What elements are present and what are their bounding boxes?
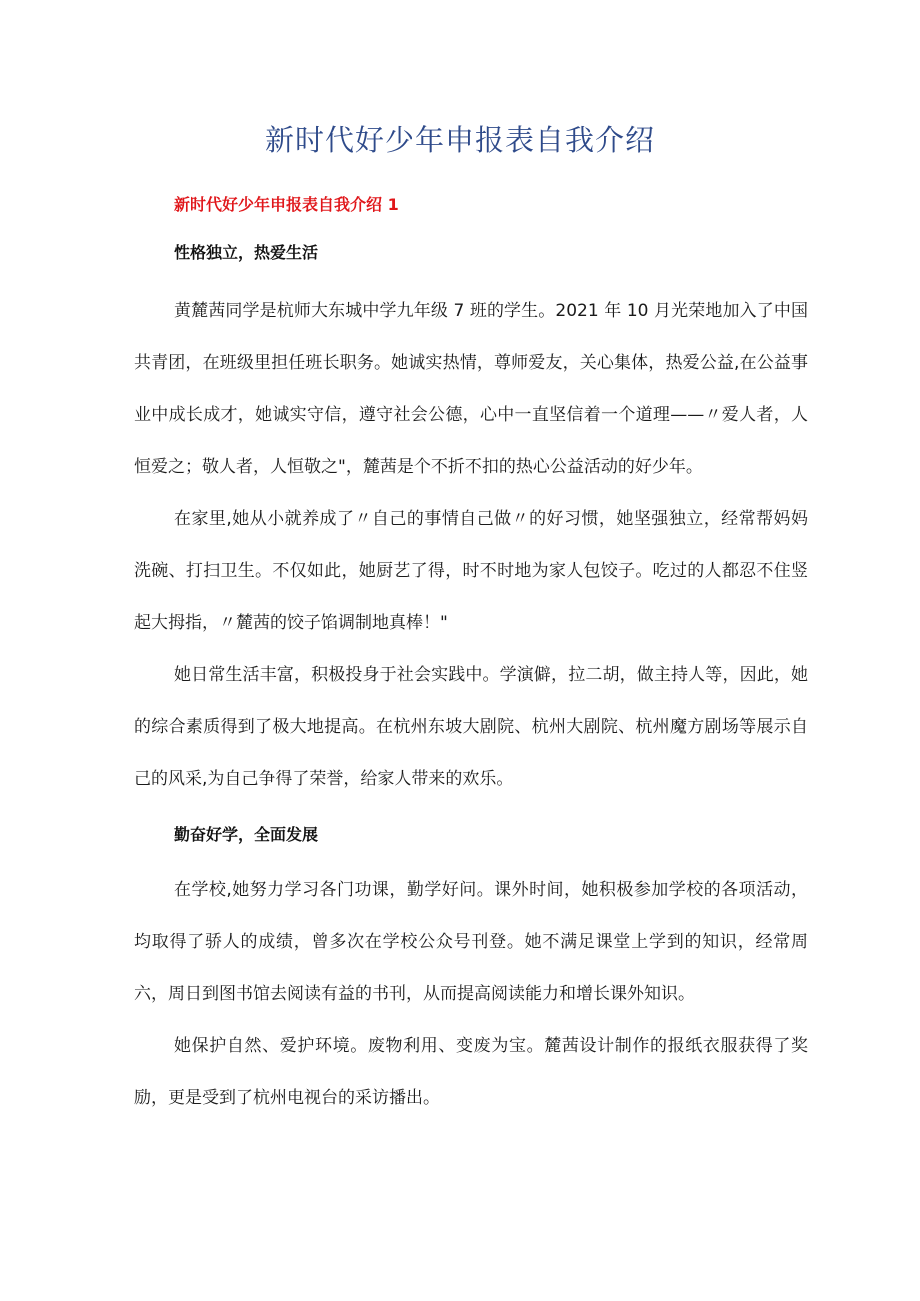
section-heading-1: 性格独立，热爱生活	[174, 243, 319, 262]
paragraph: 黄麓茜同学是杭师大东城中学九年级 7 班的学生。2021 年 10 月光荣地加入了中国共青团，在班级里担任班长职务。她诚实热情，尊师爱友，关心集体，热爱公益,在公益事业中成长成才，她诚实守信，遵守社会公德，心中一直坚信着一个道理——〃爱人者，人恒爱之；敬人者，人恒敬之"，麓茜是个不折不扣的热心公益活动的好少年。	[134, 301, 808, 477]
document-title: 新时代好少年申报表自我介绍	[264, 123, 655, 157]
paragraph: 在学校,她努力学习各门功课，勤学好问。课外时间，她积极参加学校的各项活动，均取得了骄人的成绩，曾多次在学校公众号刊登。她不满足课堂上学到的知识，经常周六，周日到图书馆去阅读有益的书刊，从而提高阅读能力和增长课外知识。	[134, 880, 808, 1004]
document-subtitle: 新时代好少年申报表自我介绍 1	[174, 195, 399, 214]
paragraph: 她保护自然、爱护环境。废物利用、变废为宝。麓茜设计制作的报纸衣服获得了奖励，更是受到了杭州电视台的采访播出。	[134, 1036, 808, 1108]
section-heading-2: 勤奋好学，全面发展	[174, 825, 319, 844]
paragraph: 在家里,她从小就养成了〃自己的事情自己做〃的好习惯，她坚强独立，经常帮妈妈洗碗、打扫卫生。不仅如此，她厨艺了得，时不时地为家人包饺子。吃过的人都忍不住竖起大拇指，〃麓茜的饺子馅调制地真棒！"	[134, 509, 808, 633]
paragraph: 她日常生活丰富，积极投身于社会实践中。学演僻，拉二胡，做主持人等，因此，她的综合素质得到了极大地提高。在杭州东坡大剧院、杭州大剧院、杭州魔方剧场等展示自己的风采,为自己争得了荣誉，给家人带来的欢乐。	[134, 665, 808, 789]
